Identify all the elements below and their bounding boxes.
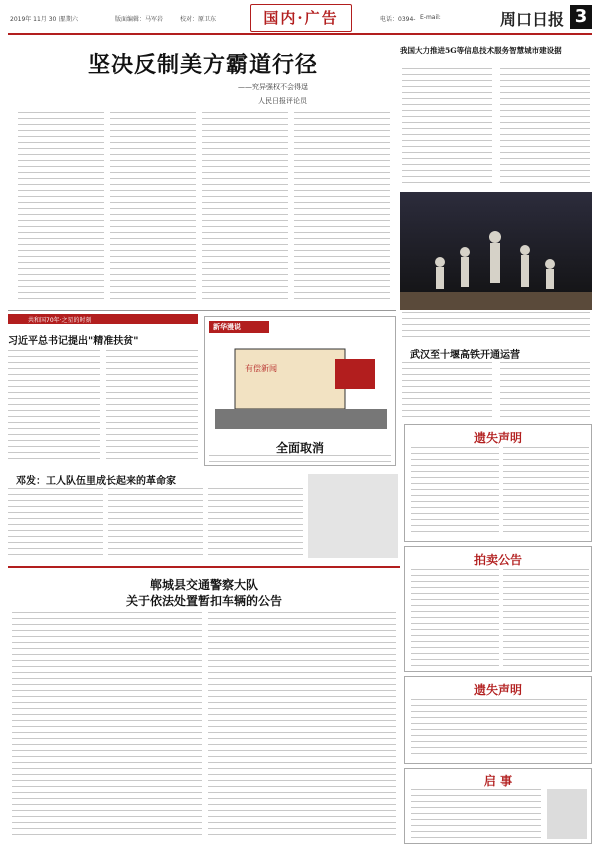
lost-1-title: 遗失声明: [473, 431, 522, 445]
main-col-2: [110, 112, 196, 302]
svg-text:有偿新闻: 有偿新闻: [245, 364, 277, 373]
page-number: 3: [570, 5, 592, 29]
auction-col-2: [503, 569, 589, 667]
page-proof: 校对：原卫东: [180, 16, 217, 23]
notice-text: [411, 789, 541, 839]
auction-col-1: [411, 569, 499, 667]
lost-1-col-2: [503, 447, 589, 537]
xi-col-1: [8, 350, 100, 460]
police-title-2: 关于依法处置暂扣车辆的公告: [125, 594, 282, 608]
deng-portrait: [308, 474, 398, 558]
page-editor: 版面编辑：马军岩: [115, 16, 164, 23]
section-box: [250, 4, 352, 32]
xi-banner: 共和国70年·之星的时刻: [28, 317, 92, 324]
issue-date: 2019年 11月 30 日: [10, 16, 65, 23]
auction-notice: [404, 546, 592, 672]
xi-col-2: [106, 350, 198, 460]
police-notice: [8, 566, 400, 846]
divider: [8, 310, 396, 311]
wuhan-article: [400, 344, 592, 422]
header-phone: 电话：0394-: [380, 16, 416, 23]
photo-caption-text: [402, 312, 590, 342]
auction-title: 拍卖公告: [473, 553, 522, 567]
notice-title: 启 事: [483, 774, 513, 788]
qishi-notice: [404, 768, 592, 844]
lost-2-title: 遗失声明: [473, 683, 522, 697]
deng-col-1: [8, 488, 103, 558]
lost-1-col-1: [411, 447, 499, 537]
lost-2-text: [411, 699, 587, 759]
cartoon-illustration: [215, 339, 387, 435]
xi-article: [8, 314, 198, 464]
deng-col-3: [208, 488, 303, 558]
main-byline: 人民日报评论员: [258, 97, 307, 105]
tech-article: [400, 40, 592, 190]
performance-photo: [400, 192, 592, 310]
issue-weekday: 星期六: [60, 16, 79, 23]
header-email: E-mail:: [420, 14, 441, 21]
section-title: 国内·广告: [263, 9, 339, 27]
lost-notice-2: [404, 676, 592, 764]
deng-article: [8, 470, 400, 562]
dancers-image: [400, 192, 592, 310]
notice-photo: [547, 789, 587, 839]
header-divider: [8, 33, 592, 35]
tech-col-2: [500, 68, 590, 186]
main-subtitle: ——究异强权不会得逞: [238, 83, 308, 91]
deng-col-2: [108, 488, 203, 558]
cartoon-text: [209, 455, 391, 465]
tech-title: 我国大力推进5G等信息技术服务智慧城市建设据: [400, 46, 562, 55]
xi-title: 习近平总书记提出"精准扶贫": [8, 336, 139, 347]
wuhan-col-1: [402, 362, 492, 420]
main-col-1: [18, 112, 104, 302]
tech-col-1: [402, 68, 492, 186]
cartoon-label: 新华漫说: [213, 323, 241, 331]
police-title-1: 郸城县交通警察大队: [149, 578, 258, 592]
main-col-4: [294, 112, 390, 302]
wuhan-title: 武汉至十堰高铁开通运营: [410, 350, 520, 361]
cartoon-box: [204, 316, 396, 466]
cartoon-caption: 全面取消: [275, 441, 324, 455]
main-article: [8, 40, 396, 310]
page-header: [0, 0, 600, 34]
deng-title: 邓发：工人队伍里成长起来的革命家: [16, 476, 176, 487]
main-title: 坚决反制美方霸道行径: [87, 52, 318, 78]
newspaper-logo: 周口日报: [500, 10, 565, 29]
police-col-2: [208, 612, 396, 840]
lost-notice-1: [404, 424, 592, 542]
wuhan-col-2: [500, 362, 590, 420]
main-col-3: [202, 112, 288, 302]
police-col-1: [12, 612, 202, 840]
